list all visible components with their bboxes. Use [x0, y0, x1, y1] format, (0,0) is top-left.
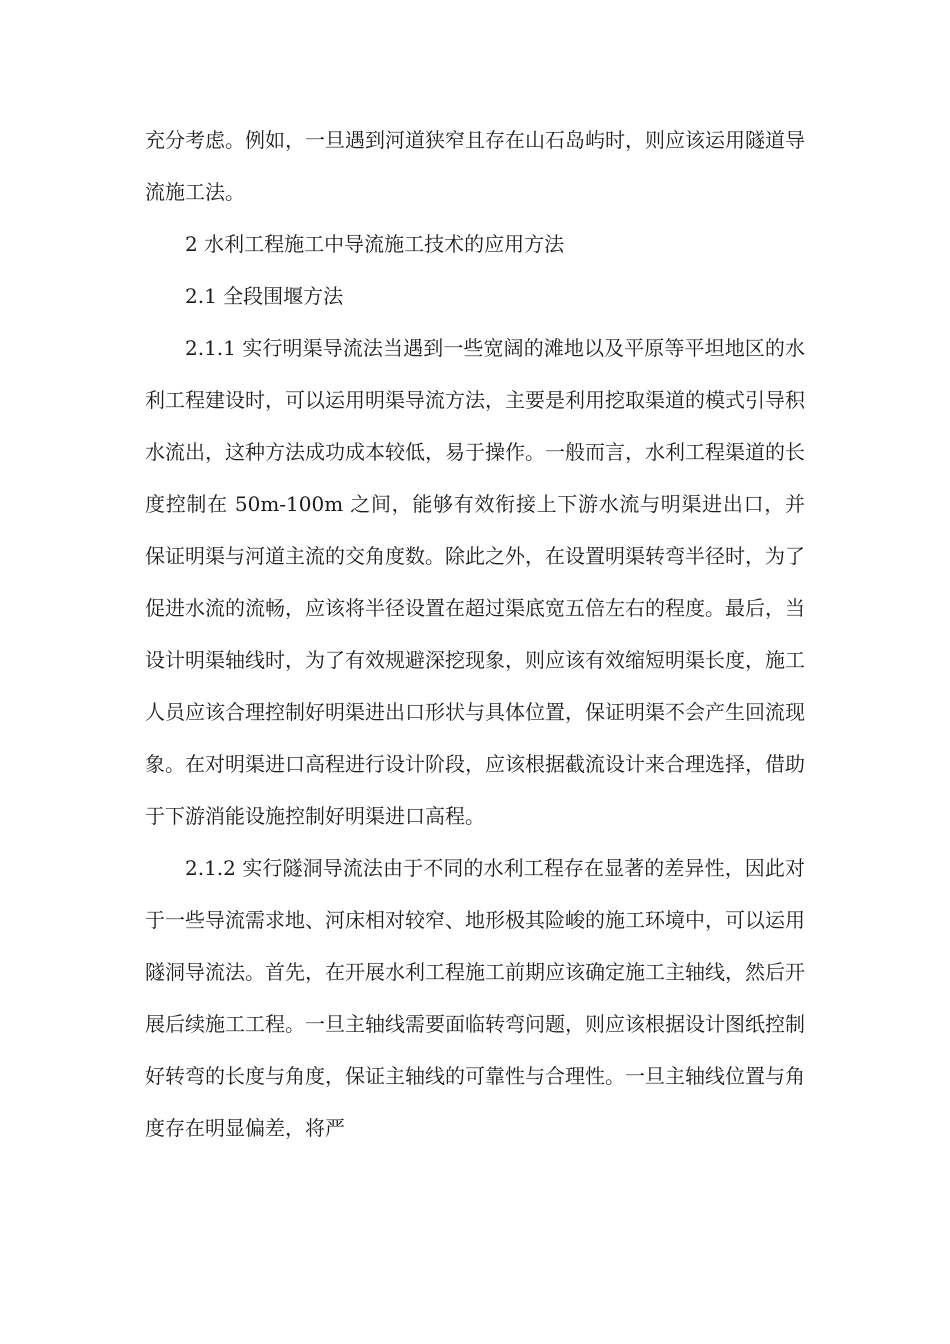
subsection-heading: 2.1 全段围堰方法 — [185, 284, 344, 308]
paragraph-tunnel: 2.1.2 实行隧洞导流法由于不同的水利工程存在显著的差异性，因此对于一些导流需求地、河床相对较窄、地形极其险峻的施工环境中，可以运用隧洞导流法。首先，在开展水利工程施工前期应该确定施工主轴线，然后开展后续施工工程。一旦主轴线需要面临转弯问题，则应该根据设计图纸控制好转弯的长度与角度，保证主轴线的可靠性与合理性。一旦主轴线位置与角度存在明显偏差，将严 — [145, 856, 805, 1140]
document-body — [145, 114, 805, 1154]
section-heading: 2 水利工程施工中导流施工技术的应用方法 — [185, 232, 565, 256]
paragraph-open-channel: 2.1.1 实行明渠导流法当遇到一些宽阔的滩地以及平原等平坦地区的水利工程建设时，可以运用明渠导流方法，主要是利用挖取渠道的模式引导积水流出，这种方法成功成本较低，易于操作。一般而言，水利工程渠道的长度控制在 50m-100m 之间，能够有效衔接上下游水流与明渠进出口，并保证明渠与河道主流的交角度数。除此之外，在设置明渠转弯半径时，为了促进水流的流畅，应该将半径设置在超过渠底宽五倍左右的程度。最后，当设计明渠轴线时，为了有效规避深挖现象，则应该有效缩短明渠长度，施工人员应该合理控制好明渠进出口形状与具体位置，保证明渠不会产生回流现象。在对明渠进口高程进行设计阶段，应该根据截流设计来合理选择，借助于下游消能设施控制好明渠进口高程。 — [145, 336, 805, 828]
paragraph-continuation: 充分考虑。例如，一旦遇到河道狭窄且存在山石岛屿时，则应该运用隧道导流施工法。 — [145, 128, 805, 204]
